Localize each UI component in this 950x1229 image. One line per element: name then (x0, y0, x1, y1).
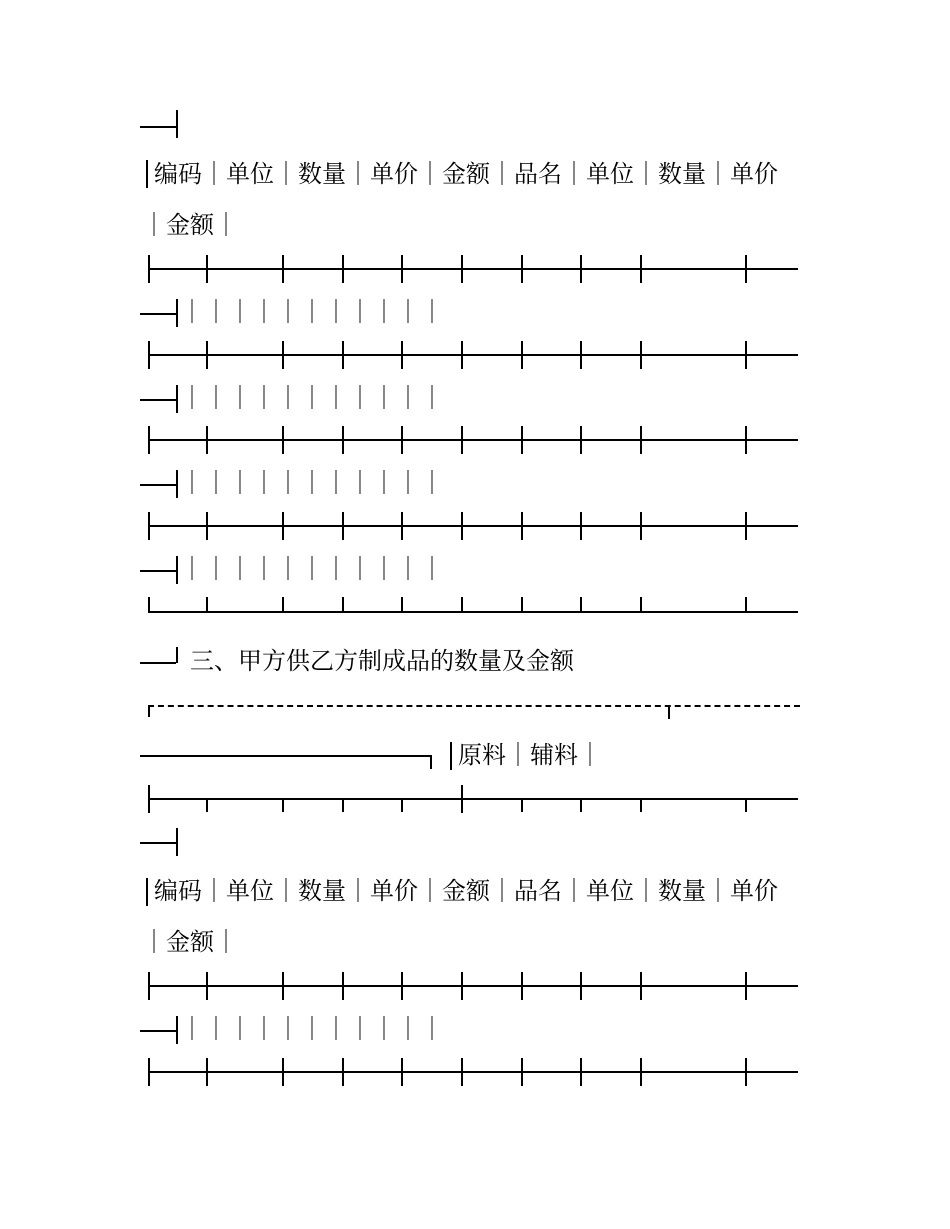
table-column-tick (640, 341, 642, 369)
table-column-tick (521, 341, 523, 369)
table-column-tick (640, 597, 642, 611)
table-column-tick (580, 798, 582, 812)
table-column-tick (148, 785, 150, 813)
table-column-tick (401, 512, 403, 540)
row-stub (140, 484, 176, 486)
table-row: ｜｜｜｜｜｜｜｜｜｜｜ (180, 469, 444, 497)
row-stub-tick (176, 299, 178, 327)
table-rule (148, 439, 798, 441)
table-column-tick (401, 1058, 403, 1086)
table-column-tick (745, 798, 747, 812)
group-header-rule (140, 755, 432, 757)
table-column-tick (401, 972, 403, 1000)
table-column-tick (401, 597, 403, 611)
table-column-tick (461, 597, 463, 611)
table-stub (140, 842, 176, 844)
table-rule (148, 1071, 798, 1073)
table-column-tick (745, 255, 747, 283)
table-rule (148, 798, 798, 800)
table-column-tick (401, 798, 403, 812)
table-column-tick (342, 255, 344, 283)
table-column-tick (282, 341, 284, 369)
table-left-border (146, 878, 148, 906)
row-stub-tick (176, 1016, 178, 1044)
table-column-tick (342, 341, 344, 369)
table-top-stub (140, 126, 176, 128)
table-column-tick (745, 972, 747, 1000)
table-column-tick (521, 255, 523, 283)
row-stub-tick (176, 556, 178, 584)
table-column-tick (206, 972, 208, 1000)
table-column-tick (148, 1058, 150, 1086)
row-stub (140, 313, 176, 315)
table-row: ｜｜｜｜｜｜｜｜｜｜｜ (180, 1015, 444, 1043)
table-column-tick (206, 341, 208, 369)
table-column-tick (461, 972, 463, 1000)
table-column-tick (282, 597, 284, 611)
table-column-tick (580, 255, 582, 283)
table-column-tick (342, 1058, 344, 1086)
group-header-left-border (450, 742, 452, 770)
table-column-tick (148, 972, 150, 1000)
table-column-tick (206, 1058, 208, 1086)
table-column-tick (282, 255, 284, 283)
group-header-rule-tick (430, 755, 432, 769)
table-column-tick (745, 341, 747, 369)
table-column-tick (461, 426, 463, 454)
table-column-tick (282, 426, 284, 454)
table-rule (148, 268, 798, 270)
table-column-tick (580, 972, 582, 1000)
table-column-tick (521, 597, 523, 611)
table-column-tick (461, 512, 463, 540)
table-column-tick (521, 426, 523, 454)
table-column-tick (580, 426, 582, 454)
table-column-tick (640, 512, 642, 540)
table-column-tick (148, 341, 150, 369)
table-column-tick (521, 972, 523, 1000)
table-header-row: 编码｜单位｜数量｜单价｜金额｜品名｜单位｜数量｜单价 (154, 877, 778, 905)
row-stub (140, 1030, 176, 1032)
section-stub-tick (176, 647, 178, 663)
table-top-corner (148, 705, 150, 717)
table-column-tick (148, 255, 150, 283)
table-top-dashed-rule (148, 705, 800, 707)
table-column-tick (580, 1058, 582, 1086)
row-stub-tick (176, 470, 178, 498)
table-column-tick (206, 255, 208, 283)
table-rule (148, 985, 798, 987)
table-column-tick (461, 341, 463, 369)
group-header: 原料｜辅料｜ (458, 741, 602, 769)
table-left-border (146, 160, 148, 188)
table-column-tick (640, 426, 642, 454)
table-column-tick (745, 597, 747, 611)
table-column-tick (580, 341, 582, 369)
table-top-stub-tick (176, 110, 178, 138)
table-column-tick (148, 597, 150, 611)
table-column-tick (342, 512, 344, 540)
section-heading: 三、甲方供乙方制成品的数量及金额 (190, 647, 574, 675)
table-column-tick (521, 1058, 523, 1086)
table-column-tick (640, 798, 642, 812)
table-column-tick (580, 512, 582, 540)
table-column-tick (461, 255, 463, 283)
table-column-tick (342, 426, 344, 454)
table-header-row: 编码｜单位｜数量｜单价｜金额｜品名｜单位｜数量｜单价 (154, 160, 778, 188)
table-column-tick (282, 1058, 284, 1086)
table-column-tick (342, 597, 344, 611)
table-column-tick (640, 972, 642, 1000)
table-column-tick (401, 341, 403, 369)
table-column-tick (206, 798, 208, 812)
table-column-tick (521, 512, 523, 540)
table-column-tick (580, 597, 582, 611)
table-column-tick (401, 255, 403, 283)
table-bottom-rule (148, 611, 798, 613)
table-top-junction (668, 705, 670, 719)
table-column-tick (745, 512, 747, 540)
table-rule (148, 525, 798, 527)
row-stub (140, 399, 176, 401)
table-stub-tick (176, 828, 178, 856)
table-column-tick (206, 597, 208, 611)
table-column-tick (282, 972, 284, 1000)
table-column-tick (342, 972, 344, 1000)
table-row: ｜｜｜｜｜｜｜｜｜｜｜ (180, 384, 444, 412)
table-row: ｜｜｜｜｜｜｜｜｜｜｜ (180, 555, 444, 583)
table-row: ｜｜｜｜｜｜｜｜｜｜｜ (180, 298, 444, 326)
row-stub (140, 570, 176, 572)
table-header-row-continued: ｜金额｜ (142, 928, 238, 956)
table-column-tick (148, 512, 150, 540)
table-column-tick (640, 1058, 642, 1086)
table-column-tick (640, 255, 642, 283)
table-rule (148, 354, 798, 356)
table-column-tick (282, 512, 284, 540)
table-column-tick (282, 798, 284, 812)
table-column-tick (206, 426, 208, 454)
table-header-row-continued: ｜金额｜ (142, 211, 238, 239)
table-column-tick (148, 426, 150, 454)
table-column-tick (206, 512, 208, 540)
row-stub-tick (176, 385, 178, 413)
table-column-tick (521, 798, 523, 812)
table-column-tick (461, 1058, 463, 1086)
table-column-tick (401, 426, 403, 454)
section-stub (140, 662, 176, 664)
table-column-tick (745, 426, 747, 454)
table-column-tick (342, 798, 344, 812)
table-column-tick (745, 1058, 747, 1086)
table-column-tick (461, 785, 463, 813)
